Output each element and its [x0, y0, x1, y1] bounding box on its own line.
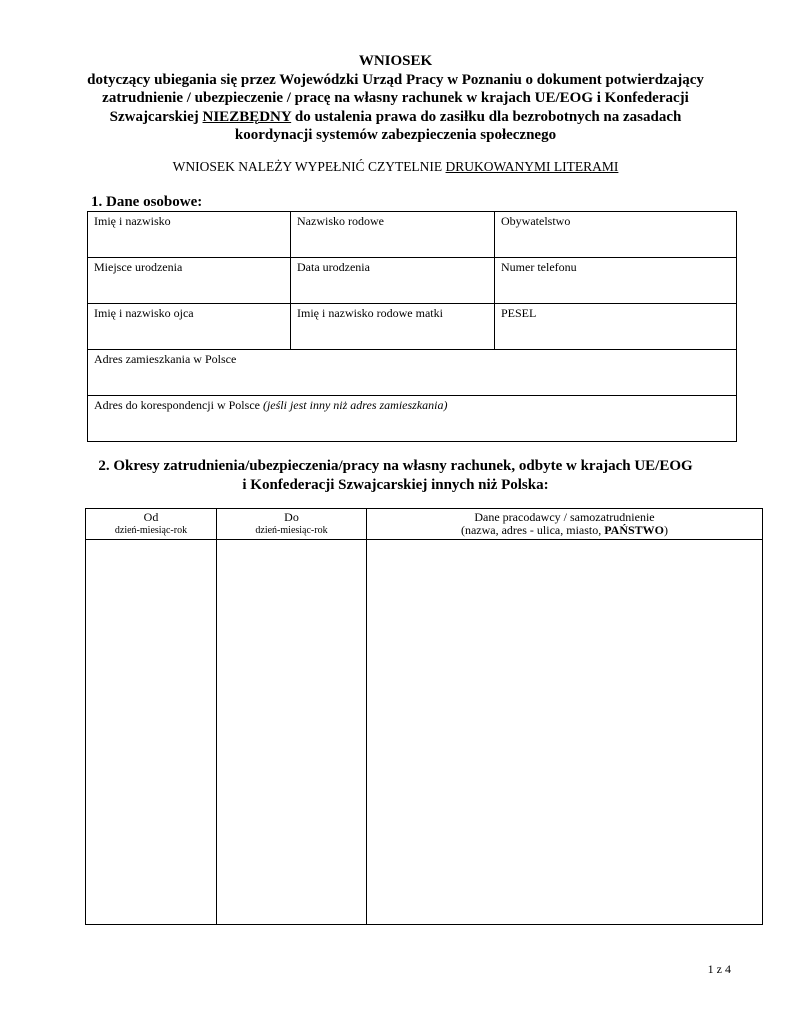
fill-instruction: [60, 159, 731, 175]
table-row: [86, 540, 763, 925]
employer-note-emphasis: PAŃSTWO: [604, 523, 665, 537]
employer-note-pre: (nazwa, adres - ulica, miasto,: [460, 523, 605, 537]
field-birthplace-label: Miejsce urodzenia: [94, 260, 183, 274]
field-birthdate-label: Data urodzenia: [297, 260, 370, 274]
cell-employer-details[interactable]: [367, 540, 763, 925]
field-name[interactable]: [88, 212, 291, 258]
field-correspondence-note: (jeśli jest inny niż adres zamieszkania): [262, 398, 448, 412]
personal-data-table: [87, 211, 737, 442]
form-subtitle-line-3: [60, 108, 731, 127]
table-row: [88, 350, 737, 396]
table-row: [88, 258, 737, 304]
subtitle-emphasis-niezbedny: NIEZBĘDNY: [202, 108, 292, 125]
section-2-heading: [60, 457, 731, 494]
column-employer-label: Dane pracodawcy / samozatrudnienie: [474, 510, 655, 524]
subtitle-line-3-post: do ustalenia prawa do zasiłku dla bezrobotnych na zasadach: [291, 108, 682, 125]
field-phone[interactable]: [495, 258, 737, 304]
table-row: [88, 396, 737, 442]
instruction-emphasis: DRUKOWANYMI LITERAMI: [445, 159, 619, 174]
table-row: [88, 304, 737, 350]
table-row: [88, 212, 737, 258]
page-number: 1 z 4: [707, 962, 731, 976]
form-subtitle-line-2: zatrudnienie / ubezpieczenie / pracę na własny rachunek w krajach UE/EOG i Konfederacji: [102, 90, 689, 106]
field-correspondence-address[interactable]: [88, 396, 737, 442]
field-correspondence-address-label: Adres do korespondencji w Polsce: [94, 398, 263, 412]
field-pesel-label: PESEL: [501, 306, 537, 320]
column-to-label: Do: [284, 510, 299, 524]
column-header-to: [217, 509, 367, 540]
employment-periods-table: [85, 508, 763, 925]
column-header-employer: [367, 509, 763, 540]
section-2-heading-line-1: 2. Okresy zatrudnienia/ubezpieczenia/pracy na własny rachunek, odbyte w krajach UE/EOG: [98, 458, 693, 474]
cell-from-dates[interactable]: [86, 540, 217, 925]
table-header-row: [86, 509, 763, 540]
section-2-heading-line-2: i Konfederacji Szwajcarskiej innych niż Polska:: [242, 476, 549, 493]
field-maiden-name-label: Nazwisko rodowe: [297, 214, 384, 228]
field-birthdate[interactable]: [291, 258, 495, 304]
field-name-label: Imię i nazwisko: [94, 214, 171, 228]
field-mother-name[interactable]: [291, 304, 495, 350]
column-from-label: Od: [143, 510, 159, 524]
field-citizenship-label: Obywatelstwo: [501, 214, 571, 228]
field-birthplace[interactable]: [88, 258, 291, 304]
field-address-label: Adres zamieszkania w Polsce: [94, 352, 237, 366]
field-address[interactable]: [88, 350, 737, 396]
instruction-text: WNIOSEK NALEŻY WYPEŁNIĆ CZYTELNIE: [172, 159, 446, 174]
form-subtitle-line-1: dotyczący ubiegania się przez Wojewódzki Urząd Pracy w Poznaniu o dokument potwierdzający: [87, 71, 704, 88]
field-pesel[interactable]: [495, 304, 737, 350]
field-phone-label: Numer telefonu: [501, 260, 577, 274]
cell-to-dates[interactable]: [217, 540, 367, 925]
field-citizenship[interactable]: [495, 212, 737, 258]
field-father-name[interactable]: [88, 304, 291, 350]
column-to-format: dzień-miesiąc-rok: [255, 525, 328, 536]
field-mother-name-label: Imię i nazwisko rodowe matki: [297, 306, 443, 320]
field-maiden-name[interactable]: [291, 212, 495, 258]
employer-note-post: ): [664, 523, 669, 537]
field-father-name-label: Imię i nazwisko ojca: [94, 306, 194, 320]
subtitle-line-3-pre: Szwajcarskiej: [109, 108, 203, 125]
column-from-format: dzień-miesiąc-rok: [114, 525, 188, 536]
form-subtitle-line-4: koordynacji systemów zabezpieczenia społecznego: [234, 127, 557, 143]
section-1-heading: 1. Dane osobowe:: [91, 194, 203, 210]
form-title: WNIOSEK: [358, 53, 433, 69]
column-header-from: [86, 509, 217, 540]
column-employer-note: [461, 523, 668, 537]
form-title-block: [60, 52, 731, 145]
